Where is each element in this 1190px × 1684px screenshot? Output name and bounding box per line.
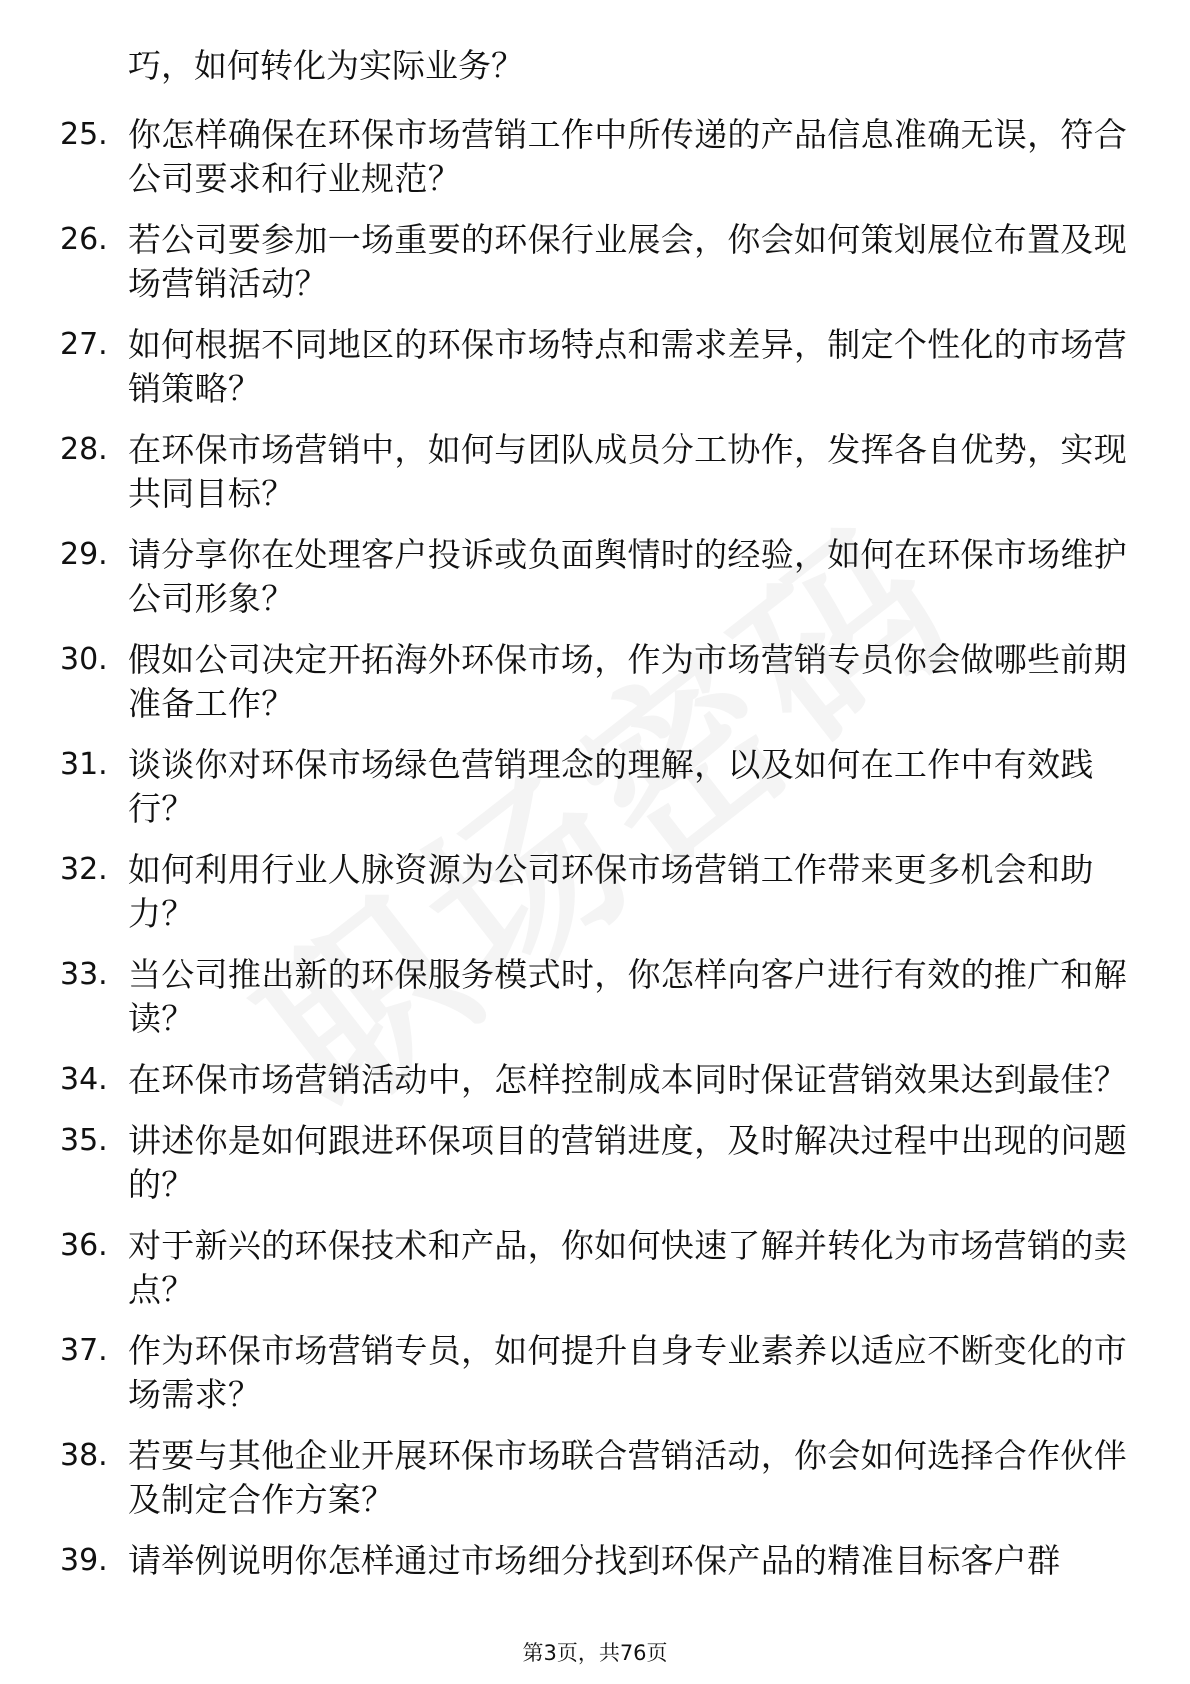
list-item bbox=[60, 848, 1140, 936]
item-text: 谈谈你对环保市场绿色营销理念的理解，以及如何在工作中有效践行？ bbox=[128, 745, 1094, 828]
item-text: 当公司推出新的环保服务模式时，你怎样向客户进行有效的推广和解读？ bbox=[128, 955, 1127, 1038]
list-item bbox=[60, 638, 1140, 726]
list-item bbox=[60, 218, 1140, 306]
question-list bbox=[60, 44, 1140, 1600]
item-number: 33. bbox=[60, 957, 108, 992]
item-number: 38. bbox=[60, 1438, 108, 1473]
list-item bbox=[60, 743, 1140, 831]
list-item bbox=[60, 113, 1140, 201]
item-text: 请分享你在处理客户投诉或负面舆情时的经验，如何在环保市场维护公司形象？ bbox=[128, 535, 1127, 618]
item-text: 讲述你是如何跟进环保项目的营销进度，及时解决过程中出现的问题的？ bbox=[128, 1121, 1127, 1204]
item-text: 假如公司决定开拓海外环保市场，作为市场营销专员你会做哪些前期准备工作？ bbox=[128, 640, 1127, 723]
item-text: 作为环保市场营销专员，如何提升自身专业素养以适应不断变化的市场需求？ bbox=[128, 1331, 1127, 1414]
continued-question-text: 巧，如何转化为实际业务？ bbox=[128, 46, 524, 85]
item-text: 如何利用行业人脉资源为公司环保市场营销工作带来更多机会和助力？ bbox=[128, 850, 1094, 933]
item-number: 29. bbox=[60, 537, 108, 572]
item-number: 30. bbox=[60, 642, 108, 677]
item-number: 25. bbox=[60, 117, 108, 152]
item-text: 若要与其他企业开展环保市场联合营销活动，你会如何选择合作伙伴及制定合作方案？ bbox=[128, 1436, 1127, 1519]
item-number: 35. bbox=[60, 1123, 108, 1158]
item-number: 32. bbox=[60, 852, 108, 887]
list-item bbox=[60, 428, 1140, 516]
item-text: 在环保市场营销中，如何与团队成员分工协作，发挥各自优势，实现共同目标？ bbox=[128, 430, 1127, 513]
item-number: 37. bbox=[60, 1333, 108, 1368]
item-number: 26. bbox=[60, 222, 108, 257]
item-number: 31. bbox=[60, 747, 108, 782]
list-item bbox=[60, 1224, 1140, 1312]
item-number: 36. bbox=[60, 1228, 108, 1263]
item-text: 在环保市场营销活动中，怎样控制成本同时保证营销效果达到最佳？ bbox=[128, 1060, 1127, 1099]
item-number: 28. bbox=[60, 432, 108, 467]
item-number: 39. bbox=[60, 1543, 108, 1578]
list-item bbox=[60, 1434, 1140, 1522]
item-text: 请举例说明你怎样通过市场细分找到环保产品的精准目标客户群 bbox=[128, 1541, 1061, 1580]
item-number: 34. bbox=[60, 1062, 108, 1097]
list-item bbox=[60, 1058, 1140, 1102]
list-item bbox=[60, 1119, 1140, 1207]
page-footer: 第3页，共76页 bbox=[522, 1641, 668, 1665]
list-item bbox=[60, 953, 1140, 1041]
list-item bbox=[60, 533, 1140, 621]
item-number: 27. bbox=[60, 327, 108, 362]
item-text: 你怎样确保在环保市场营销工作中所传递的产品信息准确无误，符合公司要求和行业规范？ bbox=[128, 115, 1127, 198]
item-text: 若公司要参加一场重要的环保行业展会，你会如何策划展位布置及现场营销活动？ bbox=[128, 220, 1127, 303]
item-text: 对于新兴的环保技术和产品，你如何快速了解并转化为市场营销的卖点？ bbox=[128, 1226, 1127, 1309]
list-item bbox=[60, 1329, 1140, 1417]
list-item bbox=[60, 1539, 1140, 1583]
item-text: 如何根据不同地区的环保市场特点和需求差异，制定个性化的市场营销策略？ bbox=[128, 325, 1127, 408]
list-item bbox=[60, 323, 1140, 411]
